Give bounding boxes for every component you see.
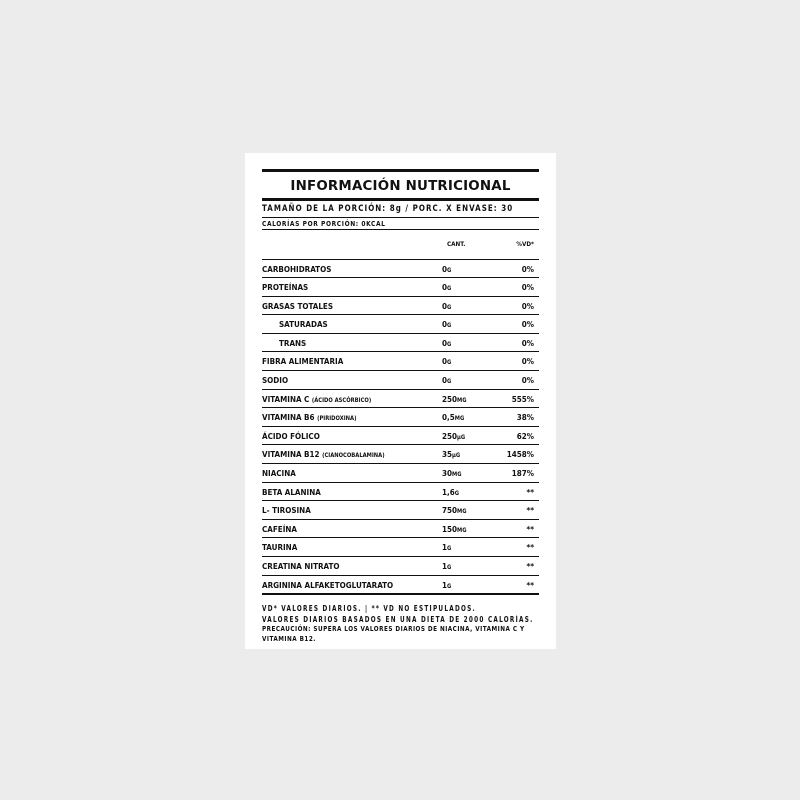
table-row [262, 370, 539, 389]
amount-unit: G [447, 583, 452, 590]
nutrient-amount [442, 265, 451, 274]
nutrient-name [262, 469, 296, 478]
amount-value: 30 [442, 469, 453, 479]
amount-value: 1 [442, 580, 448, 590]
amount-unit: G [447, 286, 452, 293]
column-header [262, 230, 539, 259]
nutrient-daily-value: 0% [521, 301, 534, 311]
nutrient-name [262, 265, 331, 274]
nutrient-name [262, 450, 385, 459]
amount-unit: MG [457, 397, 467, 404]
nutrient-name [279, 339, 306, 348]
nutrient-name-text: SODIO [262, 376, 289, 386]
amount-unit: MG [452, 472, 462, 479]
amount-value: 250 [442, 394, 458, 404]
nutrient-amount [442, 488, 459, 497]
nutrient-daily-value: ** [526, 506, 534, 516]
nutrient-name-text: L- TIROSINA [262, 506, 311, 516]
calories-per-serving: CALORÍAS POR PORCIÓN: 0KCAL [262, 219, 386, 228]
nutrient-daily-value: ** [526, 580, 534, 590]
table-row [262, 482, 539, 501]
amount-unit: G [447, 360, 452, 367]
amount-value: 1 [442, 562, 448, 571]
nutrient-name [262, 376, 288, 385]
nutrient-name [262, 543, 297, 552]
amount-unit: G [447, 267, 452, 274]
nutrient-name [262, 357, 343, 366]
nutrient-name-text: SATURADAS [279, 320, 328, 330]
nutrient-name [262, 562, 340, 571]
nutrient-amount [442, 562, 451, 571]
amount-unit: G [447, 565, 452, 571]
table-row [262, 556, 539, 575]
nutrient-daily-value: 62% [516, 431, 534, 441]
table-row [262, 314, 539, 333]
nutrient-amount [442, 413, 464, 422]
nutrient-note: (PIRIDOXINA) [317, 416, 357, 423]
nutrient-note: (ÁCIDO ASCÓRBICO) [311, 397, 372, 404]
footnote-diet-basis: VALORES DIARIOS BASADOS EN UNA DIETA DE 2000 CALORÍAS. [262, 614, 534, 624]
table-row [262, 277, 539, 296]
nutrient-daily-value: ** [526, 562, 534, 571]
nutrient-daily-value: 0% [521, 357, 534, 367]
nutrient-name-text: NIACINA [262, 469, 296, 479]
nutrient-amount [442, 357, 451, 366]
amount-value: 250 [442, 431, 458, 441]
amount-unit: G [447, 341, 452, 348]
nutrient-amount [442, 581, 451, 590]
nutrient-amount [442, 543, 451, 552]
table-row [262, 296, 539, 315]
nutrient-name-text: CARBOHIDRATOS [262, 264, 332, 274]
nutrient-amount [442, 395, 467, 404]
nutrient-daily-value: ** [526, 487, 534, 497]
nutrient-note: (CIANOCOBALAMINA) [322, 453, 385, 460]
nutrient-name-text: ARGININA ALFAKETOGLUTARATO [262, 580, 394, 590]
nutrient-name-text: CREATINA NITRATO [262, 562, 340, 571]
dv-column-header: %VD* [516, 240, 534, 248]
amount-column-header: CANT. [447, 240, 466, 248]
nutrient-amount [442, 506, 467, 515]
nutrient-table [262, 259, 539, 594]
amount-value: 0 [442, 376, 448, 386]
amount-unit: MG [454, 416, 465, 423]
nutrient-daily-value: 0% [521, 338, 534, 348]
amount-value: 750 [442, 506, 458, 516]
nutrient-name-text: GRASAS TOTALES [262, 301, 334, 311]
nutrient-amount [442, 432, 465, 441]
amount-value: 0 [442, 301, 448, 311]
amount-value: 0,5 [442, 413, 455, 423]
nutrient-name [279, 320, 328, 329]
table-row [262, 519, 539, 538]
nutrient-daily-value: 38% [516, 413, 534, 423]
amount-unit: G [454, 490, 460, 497]
nutrient-daily-value: 0% [521, 264, 534, 274]
amount-unit: G [447, 304, 452, 311]
table-row [262, 426, 539, 445]
nutrient-daily-value: ** [526, 543, 534, 553]
nutrient-daily-value: ** [526, 524, 534, 534]
nutrient-name-text: VITAMINA C [262, 394, 310, 404]
amount-unit: µG [457, 434, 466, 441]
nutrient-daily-value: 1458% [506, 450, 534, 460]
serving-size: TAMAÑO DE LA PORCIÓN: 8g / PORC. X ENVASE: 30 [262, 203, 514, 214]
amount-value: 0 [442, 264, 448, 274]
table-row [262, 537, 539, 556]
amount-value: 35 [442, 450, 453, 460]
label-title: INFORMACIÓN NUTRICIONAL [290, 179, 511, 194]
nutrient-daily-value: 555% [511, 394, 534, 404]
nutrient-name [262, 413, 356, 422]
amount-unit: G [447, 379, 452, 386]
nutrient-amount [442, 376, 451, 385]
amount-value: 0 [442, 320, 448, 330]
nutrient-amount [442, 525, 467, 534]
footnote-daily-values: VD* VALORES DIARIOS. | ** VD NO ESTIPULADOS. [262, 604, 476, 614]
nutrient-daily-value: 0% [521, 376, 534, 386]
amount-unit: G [447, 546, 452, 553]
nutrient-name [262, 432, 320, 441]
nutrition-facts-label [245, 153, 556, 649]
nutrient-name-text: TRANS [279, 338, 307, 348]
nutrient-amount [442, 469, 462, 478]
table-row [262, 351, 539, 370]
nutrient-amount [442, 450, 460, 459]
nutrient-amount [442, 320, 451, 329]
nutrient-name [262, 395, 371, 404]
amount-unit: G [447, 323, 452, 330]
amount-value: 1 [442, 543, 448, 553]
table-row [262, 463, 539, 482]
amount-unit: MG [457, 509, 467, 516]
nutrient-name-text: BETA ALANINA [262, 487, 321, 497]
amount-value: 0 [442, 283, 448, 293]
nutrient-amount [442, 339, 451, 348]
nutrient-name-text: VITAMINA B6 [262, 413, 315, 423]
table-end-rule [262, 593, 539, 602]
nutrient-name [262, 581, 393, 590]
amount-value: 0 [442, 338, 448, 348]
nutrient-amount [442, 283, 451, 292]
amount-value: 1,6 [442, 487, 455, 497]
nutrient-name-text: CAFEÍNA [262, 524, 297, 534]
nutrient-name-text: VITAMINA B12 [262, 450, 320, 460]
amount-unit: µG [452, 453, 461, 460]
table-row [262, 259, 539, 278]
nutrient-name-text: ÁCIDO FÓLICO [262, 431, 320, 441]
nutrient-name [262, 506, 311, 515]
nutrient-name-text: TAURINA [262, 543, 298, 553]
precaution-warning: PRECAUCIÓN: SUPERA LOS VALORES DIARIOS DE NIACINA, VITAMINA C Y VITAMINA B12. [262, 625, 525, 643]
amount-unit: MG [457, 527, 467, 534]
table-row [262, 333, 539, 352]
nutrient-daily-value: 0% [521, 283, 534, 293]
amount-value: 0 [442, 357, 448, 367]
table-row [262, 407, 539, 426]
table-row [262, 500, 539, 519]
nutrient-name-text: PROTEÍNAS [262, 283, 309, 293]
table-row [262, 389, 539, 408]
nutrient-name [262, 488, 321, 497]
amount-value: 150 [442, 524, 458, 534]
table-row [262, 575, 539, 594]
nutrient-name [262, 525, 297, 534]
nutrient-name-text: FIBRA ALIMENTARIA [262, 357, 344, 367]
table-row [262, 444, 539, 463]
nutrient-name [262, 283, 308, 292]
nutrient-daily-value: 0% [521, 320, 534, 330]
nutrient-daily-value: 187% [511, 469, 534, 479]
nutrient-amount [442, 302, 451, 311]
nutrient-name [262, 302, 333, 311]
